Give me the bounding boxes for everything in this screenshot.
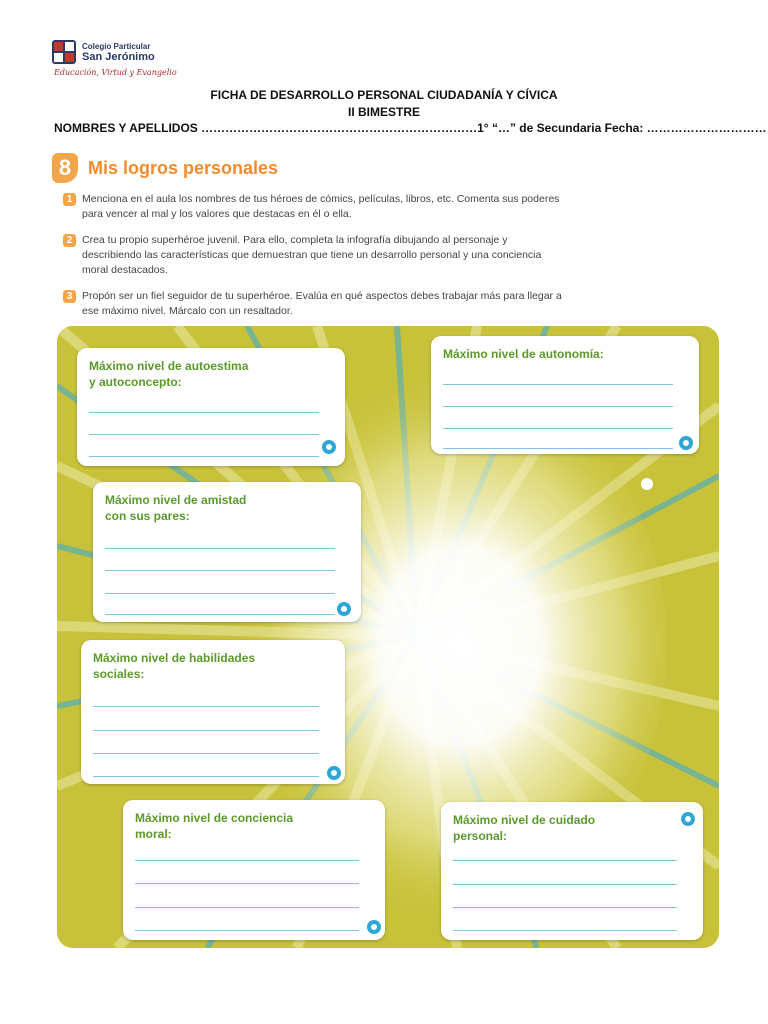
document-title: FICHA DE DESARROLLO PERSONAL CIUDADANÍA Y CÍVICA xyxy=(210,88,558,102)
instruction-item xyxy=(63,192,563,222)
write-line[interactable] xyxy=(443,448,673,449)
write-line[interactable] xyxy=(105,593,335,594)
write-line[interactable] xyxy=(453,930,677,931)
write-line[interactable] xyxy=(89,412,319,413)
connector-dot-icon xyxy=(327,766,341,780)
write-line[interactable] xyxy=(135,907,359,908)
card-habilidades-sociales xyxy=(81,640,345,784)
connector-dot-icon xyxy=(337,602,351,616)
instruction-number: 1 xyxy=(63,193,76,206)
card-conciencia-moral xyxy=(123,800,385,940)
section-title: Mis logros personales xyxy=(88,158,279,178)
write-line[interactable] xyxy=(93,706,319,707)
card-title: Máximo nivel de autonomía: xyxy=(443,347,604,361)
write-line[interactable] xyxy=(453,884,677,885)
card-title: Máximo nivel de habilidades sociales: xyxy=(93,651,256,681)
card-title: Máximo nivel de cuidado personal: xyxy=(453,813,596,843)
school-crest-icon xyxy=(52,40,76,64)
write-line[interactable] xyxy=(105,548,335,549)
write-line[interactable] xyxy=(135,860,359,861)
document-subtitle: II BIMESTRE xyxy=(347,105,420,119)
instruction-text: Propón ser un fiel seguidor de tu superhéroe. Evalúa en qué aspectos debes trabajar más para llegar a ese máximo nivel. Márcalo con un resaltador. xyxy=(82,290,562,317)
write-line[interactable] xyxy=(105,614,335,615)
write-line[interactable] xyxy=(89,456,319,457)
card-amistad xyxy=(93,482,361,622)
card-title: Máximo nivel de amistad con sus pares: xyxy=(105,493,247,523)
logo-name-main: San Jerónimo xyxy=(82,51,155,63)
write-line[interactable] xyxy=(135,883,359,884)
write-line[interactable] xyxy=(443,428,673,429)
section-number-badge: 8 xyxy=(52,153,78,183)
write-line[interactable] xyxy=(105,570,335,571)
write-line[interactable] xyxy=(93,730,319,731)
name-date-line: NOMBRES Y APELLIDOS ……………………………………………………………1° “…” de Secundaria Fecha: ………………………… xyxy=(54,121,767,135)
infographic-panel xyxy=(57,326,719,948)
write-line[interactable] xyxy=(93,753,319,754)
card-autoestima xyxy=(77,348,345,466)
logo-name-top: Colegio Particular xyxy=(82,42,151,51)
write-line[interactable] xyxy=(93,776,319,777)
instruction-number: 3 xyxy=(63,290,76,303)
write-line[interactable] xyxy=(89,434,319,435)
write-line[interactable] xyxy=(443,406,673,407)
logo-motto: Educación, Virtud y Evangelio xyxy=(54,68,177,77)
card-title: Máximo nivel de conciencia moral: xyxy=(135,811,294,841)
instruction-item xyxy=(63,233,563,278)
school-logo xyxy=(52,40,177,82)
connector-dot-icon xyxy=(681,812,695,826)
connector-dot-icon xyxy=(322,440,336,454)
connector-dot-icon xyxy=(679,436,693,450)
card-title: Máximo nivel de autoestima y autoconcepto: xyxy=(89,359,249,389)
card-cuidado-personal xyxy=(441,802,703,940)
card-autonomia xyxy=(431,336,699,454)
instruction-item xyxy=(63,289,563,319)
instruction-text: Crea tu propio superhéroe juvenil. Para ello, completa la infografía dibujando al personaje y describiendo las características que demuestran que tiene un desarrollo personal y una conciencia moral destacados. xyxy=(82,234,542,276)
instruction-text: Menciona en el aula los nombres de tus héroes de cómics, películas, libros, etc. Comenta sus poderes para vencer al mal y los valores que destacas en él o ella. xyxy=(82,193,560,220)
write-line[interactable] xyxy=(453,907,677,908)
connector-dot-icon xyxy=(367,920,381,934)
instruction-number: 2 xyxy=(63,234,76,247)
write-line[interactable] xyxy=(453,860,677,861)
write-line[interactable] xyxy=(135,930,359,931)
write-line[interactable] xyxy=(443,384,673,385)
